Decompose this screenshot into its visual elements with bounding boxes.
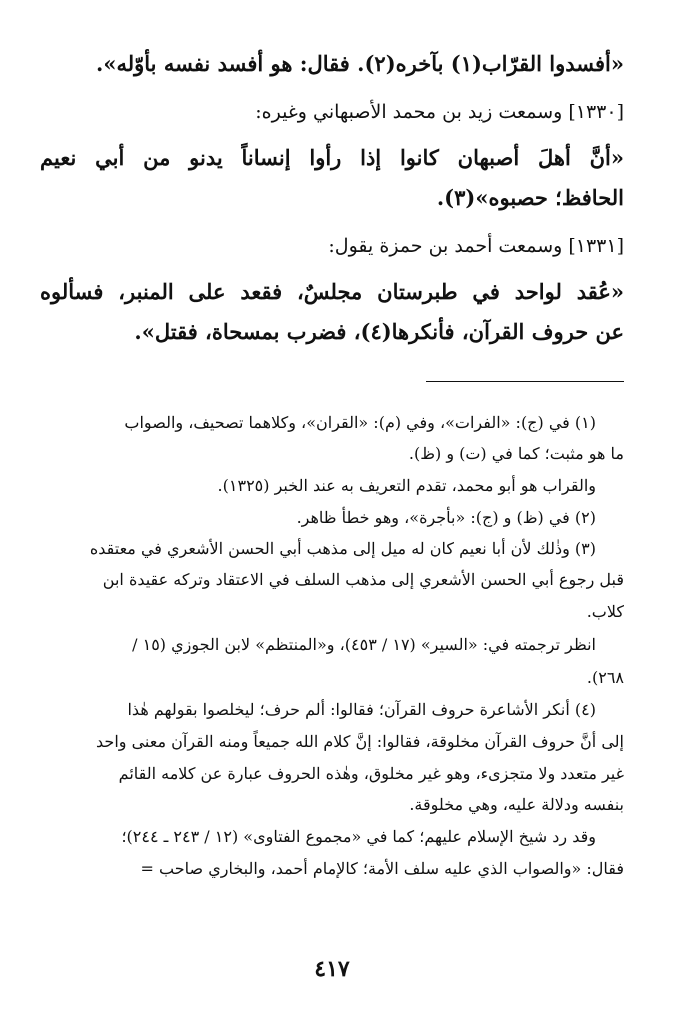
quote-line-3: «أنَّ أهلَ أصبهان كانوا إذا رأوا إنساناً يدنو من أبي نعيم xyxy=(40,145,624,170)
quote-line-6: «عُقد لواحد في طبرستان مجلسٌ، فقعد على المنبر، فسألوه xyxy=(40,279,624,304)
footnote-3-line-5: ٢٦٨). xyxy=(586,668,624,687)
footnote-3-line-1: (٣) وذٰلك لأن أبا نعيم كان له ميل إلى مذهب أبي الحسن الأشعري في معتقده xyxy=(89,539,596,558)
main-text xyxy=(40,44,624,352)
footnotes xyxy=(40,398,624,884)
footnote-1-line-1: (١) في (ج): «الفرات»، وفي (م): «القران»، وكلاهما تصحيف، والصواب xyxy=(124,413,596,432)
footnote-4-line-4: بنفسه ودلالة عليه، وهي مخلوقة. xyxy=(409,795,624,814)
footnote-4-line-3: غير متعدد ولا متجزىء، وهو غير مخلوق، وهٰذه الحروف عبارة عن كلامه القائم xyxy=(118,764,624,783)
footnote-4-line-6: فقال: «والصواب الذي عليه سلف الأمة؛ كالإمام أحمد، والبخاري صاحب = xyxy=(140,859,624,878)
page-number: ٤١٧ xyxy=(314,956,350,982)
footnote-2: (٢) في (ظ) و (ج): «بأجرة»، وهو خطأ ظاهر. xyxy=(296,508,596,527)
quote-line-1: «أفسدوا القرّاب(١) بآخره(٢). فقال: هو أفسد نفسه بأوّله». xyxy=(96,51,624,76)
narration-1330: [١٣٣٠] وسمعت زيد بن محمد الأصبهاني وغيره: xyxy=(255,101,624,123)
quote-line-4: الحافظ؛ حصبوه»(٣). xyxy=(436,185,624,210)
quote-line-7: عن حروف القرآن، فأنكرها(٤)، فضرب بمسحاة، فقتل». xyxy=(134,319,624,344)
footnote-4-line-5: وقد رد شيخ الإسلام عليهم؛ كما في «مجموع الفتاوى» (١٢ / ٢٤٣ ـ ٢٤٤)؛ xyxy=(121,827,596,846)
footnote-3-line-4: انظر ترجمته في: «السير» (١٧ / ٤٥٣)، و«المنتظم» لابن الجوزي (١٥ / xyxy=(132,635,596,654)
book-page xyxy=(40,0,624,1024)
footnote-3-line-2: قبل رجوع أبي الحسن الأشعري إلى مذهب السلف في الاعتقاد وتركه عقيدة ابن xyxy=(102,570,624,589)
narration-1331: [١٣٣١] وسمعت أحمد بن حمزة يقول: xyxy=(328,235,624,257)
footnote-1-line-2: ما هو مثبت؛ كما في (ت) و (ظ). xyxy=(408,444,624,463)
footnote-divider xyxy=(426,381,624,382)
footnote-1-line-3: والقراب هو أبو محمد، تقدم التعريف به عند الخبر (١٣٢٥). xyxy=(217,476,596,495)
footnote-4-line-1: (٤) أنكر الأشاعرة حروف القرآن؛ فقالوا: ألم حرف؛ ليخلصوا بقولهم هٰذا xyxy=(127,700,596,719)
footnote-3-line-3: كلاب. xyxy=(586,602,624,621)
footnote-4-line-2: إلى أنَّ حروف القرآن مخلوقة، فقالوا: إنَّ كلام الله جميعاً ومنه القرآن معنى واحد xyxy=(96,732,624,751)
